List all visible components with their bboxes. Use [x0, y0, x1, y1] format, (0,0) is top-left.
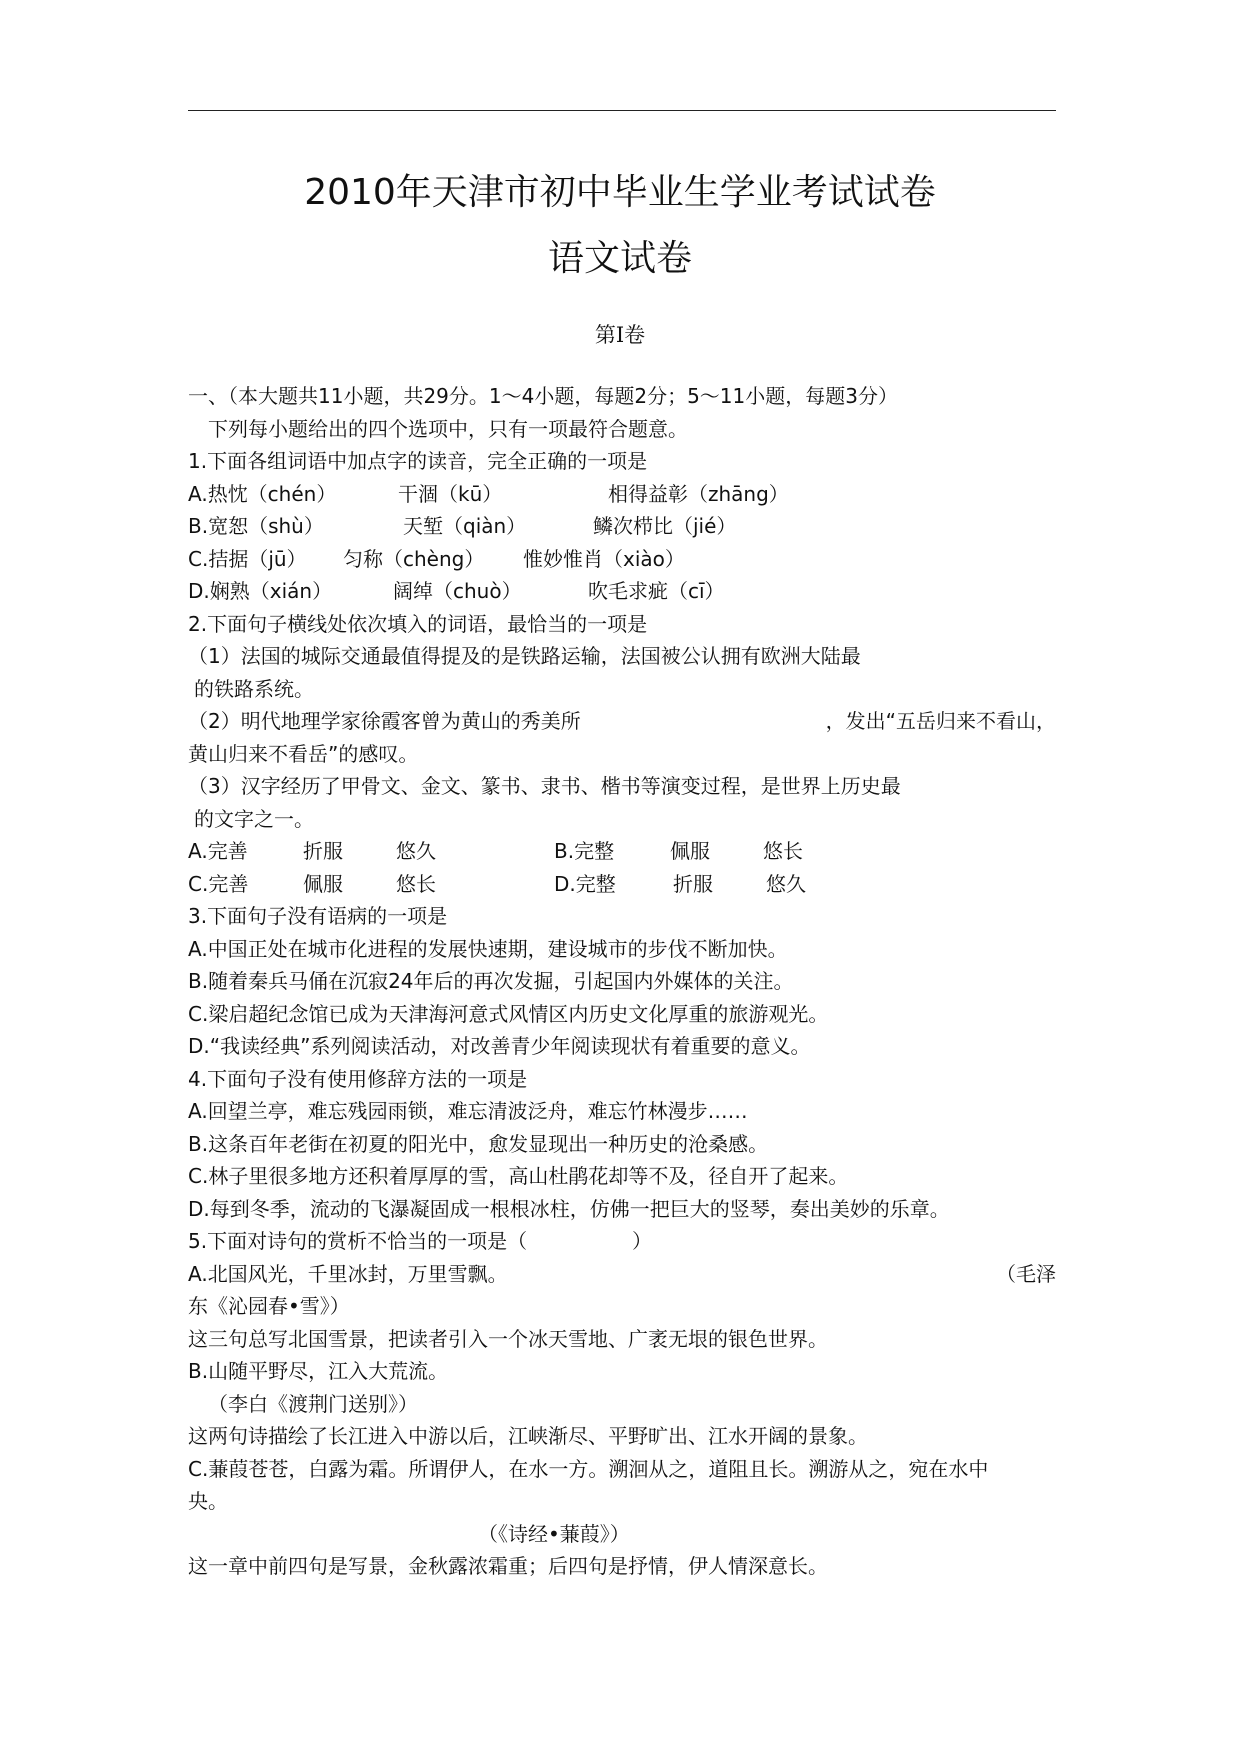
q5-b-poem: B.山随平野尽，江入大荒流。 [188, 1359, 449, 1383]
q1-d-2: 阔绰（chuò） [393, 579, 522, 603]
q1-option-a [188, 478, 1056, 511]
q2-sentence-2a [188, 705, 1056, 738]
q2-c-1: C.完善 [188, 871, 249, 896]
q1-c-1: C.拮据（jū） [188, 546, 307, 571]
q2-a-1: A.完善 [188, 839, 248, 863]
q5-a-poem: A.北国风光，千里冰封，万里雪飘。 [188, 1261, 508, 1286]
q1-a-3: 相得益彰（zhāng） [608, 481, 789, 506]
q1-b-1: B.宽恕（shù） [188, 514, 324, 538]
q5-c-poem-b: 央。 [188, 1489, 228, 1513]
q1-stem: 1.下面各组词语中加点字的读音，完全正确的一项是 [188, 449, 648, 473]
q3-stem: 3.下面句子没有语病的一项是 [188, 904, 448, 928]
q2-b-3: 悠长 [763, 839, 803, 863]
q5-a-note: 这三句总写北国雪景，把读者引入一个冰天雪地、广袤无垠的银色世界。 [188, 1326, 828, 1351]
q4-stem: 4.下面句子没有使用修辞方法的一项是 [188, 1066, 528, 1091]
q2-d-3: 悠久 [766, 871, 806, 896]
q2-s2-head: （2）明代地理学家徐霞客曾为黄山的秀美所 [188, 709, 581, 733]
q2-sentence-1b: 的铁路系统。 [194, 676, 314, 701]
q2-s2-tail: ，发出“五岳归来不看山， [825, 709, 1056, 733]
q4-option-a: A.回望兰亭，难忘残园雨锁，难忘清波泛舟，难忘竹林漫步…… [188, 1099, 748, 1123]
q5-c-source: （《诗经•蒹葭》） [478, 1521, 630, 1546]
q5-stem [188, 1225, 1056, 1258]
q2-c-3: 悠长 [396, 871, 436, 896]
q3-option-a: A.中国正处在城市化进程的发展快速期，建设城市的步伐不断加快。 [188, 936, 788, 961]
q2-sentence-3b: 的文字之一。 [194, 806, 314, 831]
exam-subtitle: 语文试卷 [547, 238, 692, 279]
q2-b-1: B.完整 [554, 839, 615, 863]
q2-d-1: D.完整 [554, 871, 616, 896]
question-content [188, 380, 1056, 1583]
q2-a-2: 折服 [303, 839, 343, 863]
q5-c-poem-a: C.蒹葭苍苍，白露为霜。所谓伊人，在水一方。溯洄从之，道阻且长。溯游从之，宛在水中 [188, 1456, 989, 1481]
q1-option-d [188, 575, 1056, 608]
q5-a-source-a: （毛泽 [996, 1261, 1056, 1286]
section-note: 下列每小题给出的四个选项中，只有一项最符合题意。 [208, 416, 688, 441]
q2-c-2: 佩服 [303, 871, 343, 896]
q3-option-b: B.随着秦兵马俑在沉寂24年后的再次发掘，引起国内外媒体的关注。 [188, 969, 794, 993]
section-header: 一、（本大题共11小题，共29分。1～4小题，每题2分；5～11小题，每题3分） [188, 384, 898, 408]
q5-a-poem-line [188, 1258, 1056, 1291]
q5-b-note: 这两句诗描绘了长江进入中游以后，江峡渐尽、平野旷出、江水开阔的景象。 [188, 1424, 868, 1448]
q2-options-cd [188, 868, 1056, 901]
q1-option-c [188, 543, 1056, 576]
q2-a-3: 悠久 [396, 839, 436, 863]
header-rule [188, 110, 1056, 111]
q1-b-3: 鳞次栉比（jié） [593, 514, 737, 538]
q4-option-b: B.这条百年老街在初夏的阳光中，愈发显现出一种历史的沧桑感。 [188, 1131, 769, 1156]
q1-d-3: 吹毛求疵（cī） [588, 579, 725, 603]
q2-options-ab [188, 835, 1056, 868]
volume-label: 第Ⅰ卷 [594, 323, 646, 347]
q4-option-c: C.林子里很多地方还积着厚厚的雪，高山杜鹃花却等不及，径自开了起来。 [188, 1164, 849, 1188]
q5-b-source: （李白《渡荆门送别》） [208, 1391, 418, 1416]
q1-a-2: 干涸（kū） [398, 481, 503, 506]
q4-option-d: D.每到冬季，流动的飞瀑凝固成一根根冰柱，仿佛一把巨大的竖琴，奏出美妙的乐章。 [188, 1196, 950, 1221]
q5-stem-close: ） [632, 1229, 652, 1253]
q3-option-d: D.“我读经典”系列阅读活动，对改善青少年阅读现状有着重要的意义。 [188, 1034, 811, 1058]
q1-option-b [188, 510, 1056, 543]
q5-stem-text: 5.下面对诗句的赏析不恰当的一项是（ [188, 1229, 528, 1253]
q2-d-2: 折服 [673, 871, 713, 896]
q2-sentence-2b: 黄山归来不看岳”的感叹。 [188, 741, 419, 766]
exam-title: 2010年天津市初中毕业生学业考试试卷 [304, 172, 936, 213]
q3-option-c: C.梁启超纪念馆已成为天津海河意式风情区内历史文化厚重的旅游观光。 [188, 1001, 829, 1026]
q2-stem: 2.下面句子横线处依次填入的词语，最恰当的一项是 [188, 611, 648, 636]
q5-a-source-b: 东《沁园春•雪》） [188, 1294, 350, 1318]
q2-b-2: 佩服 [670, 839, 710, 863]
q1-a-1: A.热忱（chén） [188, 481, 337, 506]
q1-c-3: 惟妙惟肖（xiào） [523, 546, 685, 571]
q5-c-note: 这一章中前四句是写景，金秋露浓霜重；后四句是抒情，伊人情深意长。 [188, 1554, 828, 1578]
q2-sentence-1a: （1）法国的城际交通最值得提及的是铁路运输，法国被公认拥有欧洲大陆最 [188, 644, 861, 668]
q1-d-1: D.娴熟（xián） [188, 579, 333, 603]
q1-b-2: 天堑（qiàn） [403, 514, 527, 538]
q1-c-2: 匀称（chèng） [343, 546, 485, 571]
q2-sentence-3a: （3）汉字经历了甲骨文、金文、篆书、隶书、楷书等演变过程，是世界上历史最 [188, 774, 901, 798]
